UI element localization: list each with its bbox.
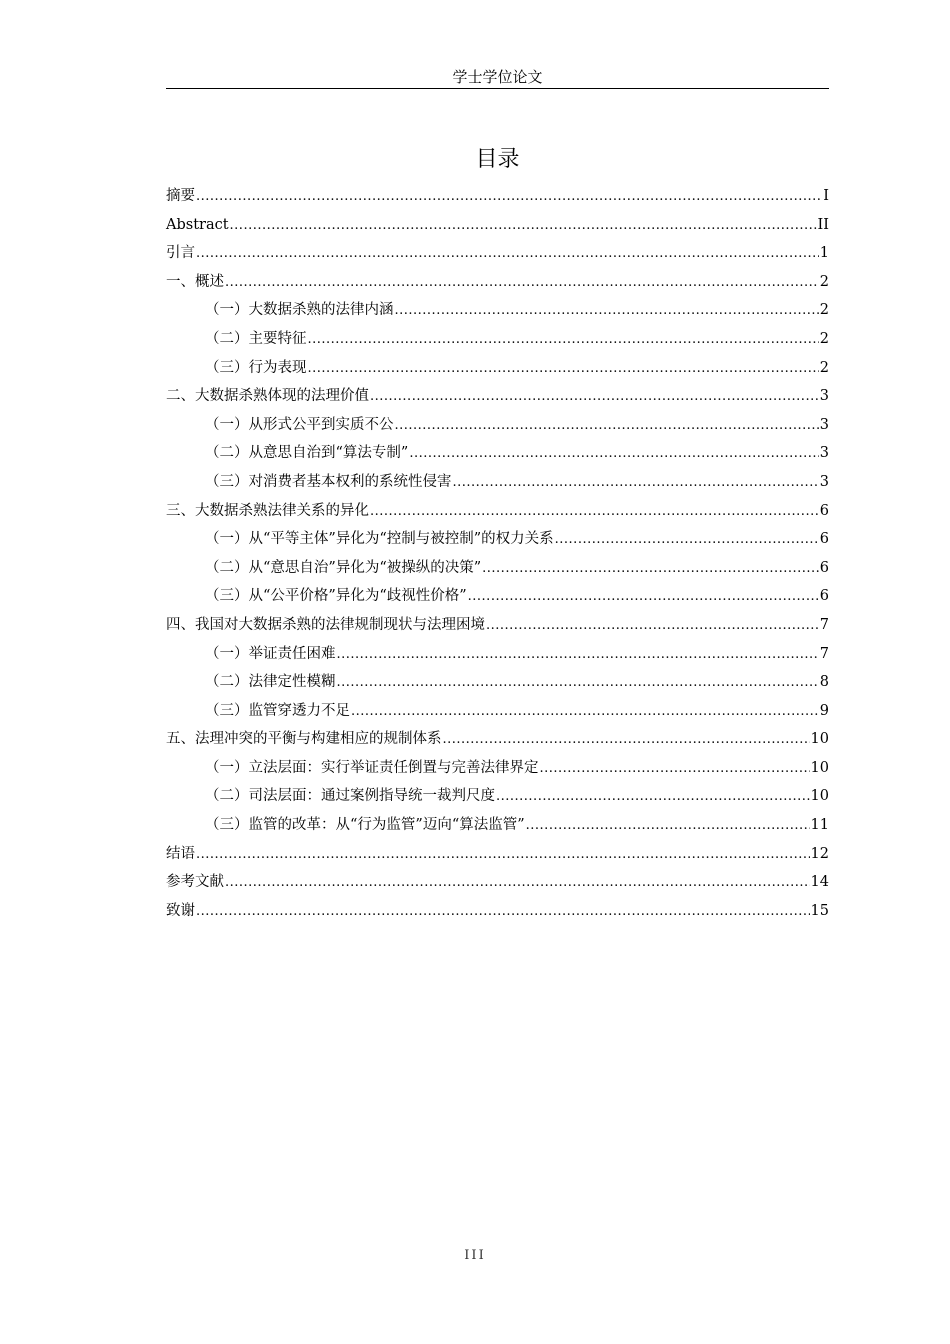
toc-entry-label: （二）主要特征: [205, 330, 307, 347]
toc-entry-label: 结语: [166, 845, 195, 862]
toc-entry[interactable]: [166, 640, 829, 669]
toc-leader-dots: [196, 183, 822, 212]
toc-entry-page: 12: [810, 845, 829, 862]
toc-entry[interactable]: [166, 554, 829, 583]
toc-entry[interactable]: [166, 897, 829, 926]
toc-entry-label: （一）举证责任困难: [205, 645, 336, 662]
toc-entry[interactable]: [166, 439, 829, 468]
toc-entry-page: 10: [810, 731, 829, 748]
toc-entry-page: 3: [819, 416, 829, 433]
toc-leader-dots: [337, 669, 819, 698]
toc-entry-label: 五、法理冲突的平衡与构建相应的规制体系: [166, 731, 442, 748]
toc-leader-dots: [337, 641, 819, 670]
toc-entry-page: 2: [819, 302, 829, 319]
toc-leader-dots: [482, 555, 819, 584]
toc-entry-page: 7: [819, 645, 829, 662]
toc-entry[interactable]: [166, 697, 829, 726]
page-number: III: [464, 1248, 486, 1263]
toc-entry[interactable]: [166, 239, 829, 268]
toc-entry-label: （三）行为表现: [205, 359, 307, 376]
toc-leader-dots: [351, 698, 819, 727]
toc-entry-page: II: [817, 216, 829, 233]
toc-entry[interactable]: [166, 296, 829, 325]
toc-entry[interactable]: [166, 811, 829, 840]
toc-entry-page: 2: [819, 273, 829, 290]
toc-leader-dots: [526, 812, 810, 841]
toc-leader-dots: [468, 583, 819, 612]
toc-entry-page: 14: [810, 874, 829, 891]
toc-leader-dots: [225, 269, 819, 298]
toc-leader-dots: [453, 469, 819, 498]
toc-entry[interactable]: [166, 382, 829, 411]
toc-leader-dots: [225, 869, 810, 898]
toc-entry-label: （二）司法层面：通过案例指导统一裁判尺度: [205, 788, 495, 805]
toc-entry-page: 9: [819, 702, 829, 719]
toc-entry-page: 2: [819, 359, 829, 376]
toc-entry-label: （三）对消费者基本权利的系统性侵害: [205, 473, 452, 490]
toc-entry-label: （二）从“意思自治”异化为“被操纵的决策”: [205, 559, 482, 576]
toc-entry[interactable]: [166, 840, 829, 869]
toc-entry[interactable]: [166, 411, 829, 440]
toc-leader-dots: [555, 526, 819, 555]
toc-entry-page: 6: [819, 502, 829, 519]
toc-leader-dots: [196, 898, 810, 927]
toc-entry-label: 引言: [166, 245, 195, 262]
toc-entry-label: 四、我国对大数据杀熟的法律规制现状与法理困境: [166, 616, 485, 633]
toc-entry-label: （一）从“平等主体”异化为“控制与被控制”的权力关系: [205, 531, 554, 548]
toc-entry[interactable]: [166, 182, 829, 211]
toc-entry[interactable]: [166, 325, 829, 354]
toc-entry-page: I: [823, 188, 829, 204]
toc-leader-dots: [496, 783, 810, 812]
toc-entry[interactable]: [166, 782, 829, 811]
toc-entry-label: （三）监管穿透力不足: [205, 702, 350, 719]
toc-leader-dots: [196, 841, 810, 870]
toc-entry-page: 10: [810, 759, 829, 776]
toc-leader-dots: [370, 498, 819, 527]
toc-entry[interactable]: [166, 525, 829, 554]
toc-entry[interactable]: [166, 754, 829, 783]
toc-title: 目录: [475, 147, 520, 172]
page-header: [166, 66, 829, 89]
toc-entry-label: （一）立法层面：实行举证责任倒置与完善法律界定: [205, 759, 539, 776]
toc-entry-page: 3: [819, 473, 829, 490]
toc-entry[interactable]: [166, 354, 829, 383]
toc-leader-dots: [370, 383, 819, 412]
toc-leader-dots: [308, 326, 819, 355]
toc-entry-label: （一）大数据杀熟的法律内涵: [205, 302, 394, 319]
toc-entry-page: 6: [819, 588, 829, 605]
toc-entry-page: 8: [819, 674, 829, 691]
toc-entry-page: 1: [819, 245, 829, 262]
toc-entry-page: 15: [810, 902, 829, 919]
toc-entry[interactable]: [166, 668, 829, 697]
toc-entry[interactable]: [166, 868, 829, 897]
toc-entry-label: 摘要: [166, 188, 195, 204]
toc-entry-label: 一、概述: [166, 273, 224, 290]
toc-leader-dots: [443, 726, 810, 755]
toc-entry-label: （二）从意思自治到“算法专制”: [205, 445, 409, 462]
toc-entry-label: （三）从“公平价格”异化为“歧视性价格”: [205, 588, 467, 605]
toc-entry-label: Abstract: [166, 216, 229, 233]
toc-entry[interactable]: [166, 211, 829, 240]
toc-leader-dots: [308, 355, 819, 384]
toc-leader-dots: [540, 755, 810, 784]
toc-entry-label: 致谢: [166, 902, 195, 919]
toc-entry-page: 3: [819, 445, 829, 462]
toc-entry-label: 二、大数据杀熟体现的法理价值: [166, 388, 369, 405]
toc-entry-label: （三）监管的改革：从“行为监管”迈向“算法监管”: [205, 817, 525, 834]
toc-entry-page: 2: [819, 330, 829, 347]
toc-entry-page: 10: [810, 788, 829, 805]
toc-entry[interactable]: [166, 497, 829, 526]
toc-entry-page: 6: [819, 559, 829, 576]
toc-leader-dots: [486, 612, 819, 641]
header-text: 学士学位论文: [452, 68, 543, 86]
toc-leader-dots: [230, 212, 817, 241]
toc-entry-page: 3: [819, 388, 829, 405]
toc-entry-label: 参考文献: [166, 874, 224, 891]
toc-entry-label: （一）从形式公平到实质不公: [205, 416, 394, 433]
toc-entry[interactable]: [166, 468, 829, 497]
toc-entry[interactable]: [166, 611, 829, 640]
toc-leader-dots: [395, 412, 819, 441]
table-of-contents: [166, 182, 829, 925]
toc-entry-page: 7: [819, 616, 829, 633]
toc-leader-dots: [395, 297, 819, 326]
toc-entry-label: 三、大数据杀熟法律关系的异化: [166, 502, 369, 519]
toc-entry-label: （二）法律定性模糊: [205, 674, 336, 691]
toc-entry-page: 6: [819, 531, 829, 548]
toc-entry-page: 11: [810, 817, 829, 834]
toc-leader-dots: [409, 440, 818, 469]
toc-leader-dots: [196, 240, 819, 269]
toc-entry[interactable]: [166, 582, 829, 611]
toc-entry[interactable]: [166, 268, 829, 297]
toc-entry[interactable]: [166, 725, 829, 754]
